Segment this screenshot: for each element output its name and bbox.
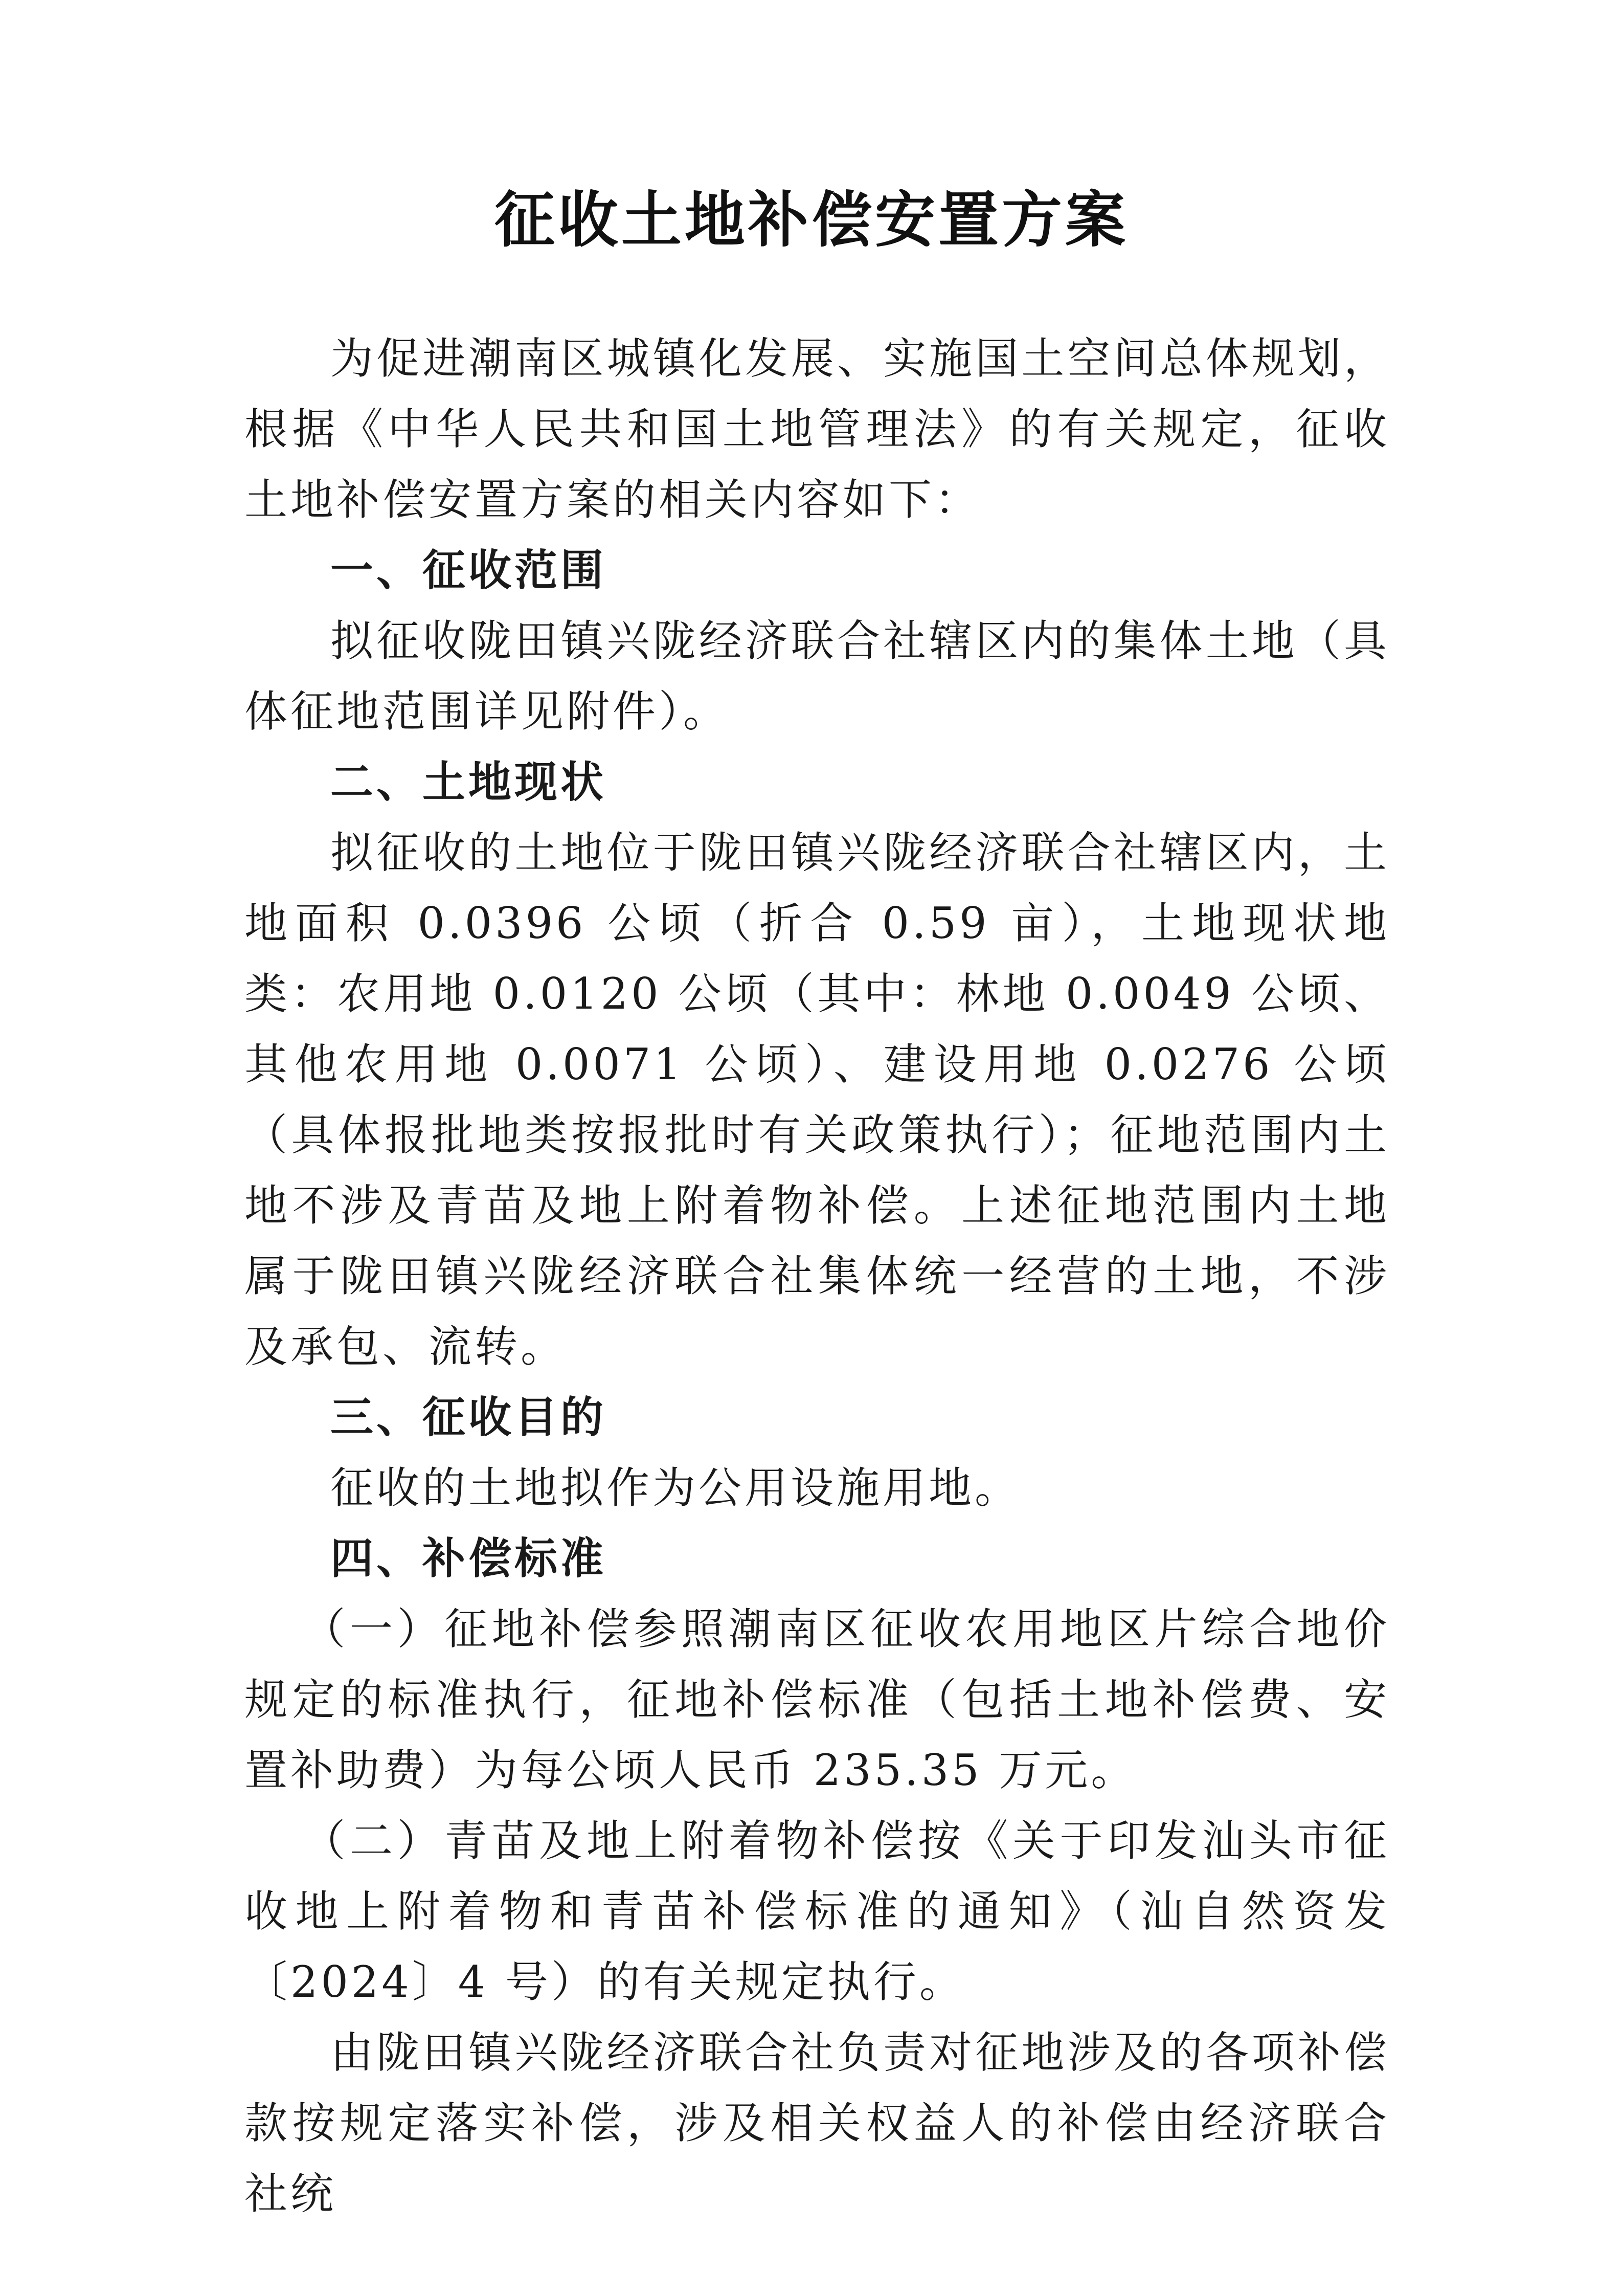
- compensation-item-1: （一）征地补偿参照潮南区征收农用地区片综合地价规定的标准执行，征地补偿标准（包括土地补偿费、安置补助费）为每公顷人民币 235.35 万元。: [244, 1604, 1390, 1795]
- compensation-responsibility-paragraph: 由陇田镇兴陇经济联合社负责对征地涉及的各项补偿款按规定落实补偿，涉及相关权益人的补偿由经济联合社统: [244, 2027, 1390, 2219]
- scope-paragraph: 拟征收陇田镇兴陇经济联合社辖区内的集体土地（具体征地范围详见附件）。: [244, 616, 1390, 737]
- intro-paragraph: 为促进潮南区城镇化发展、实施国土空间总体规划，根据《中华人民共和国土地管理法》的有关规定，征收土地补偿安置方案的相关内容如下：: [244, 333, 1390, 525]
- section-heading-scope: 一、征收范围: [330, 545, 607, 595]
- section-heading-purpose: 三、征收目的: [330, 1392, 607, 1442]
- document-body: [244, 323, 1390, 2229]
- land-status-paragraph: 拟征收的土地位于陇田镇兴陇经济联合社辖区内，土地面积 0.0396 公顷（折合 0.59 亩），土地现状地类：农用地 0.0120 公顷（其中：林地 0.0049 公顷、其他农用地 0.0071 公顷）、建设用地 0.0276 公顷（具体报批地类按报批时有关政策执行）；征地范围内土地不涉及青苗及地上附着物补偿。上述征地范围内土地属于陇田镇兴陇经济联合社集体统一经营的土地，不涉及承包、流转。: [244, 828, 1390, 1372]
- document-title: 征收土地补偿安置方案: [494, 185, 1129, 255]
- section-heading-compensation: 四、补偿标准: [330, 1533, 607, 1584]
- section-heading-land-status: 二、土地现状: [330, 757, 607, 807]
- purpose-paragraph: 征收的土地拟作为公用设施用地。: [330, 1463, 1021, 1513]
- compensation-item-2: （二）青苗及地上附着物补偿按《关于印发汕头市征收地上附着物和青苗补偿标准的通知》（汕自然资发〔2024〕4 号）的有关规定执行。: [244, 1816, 1390, 2007]
